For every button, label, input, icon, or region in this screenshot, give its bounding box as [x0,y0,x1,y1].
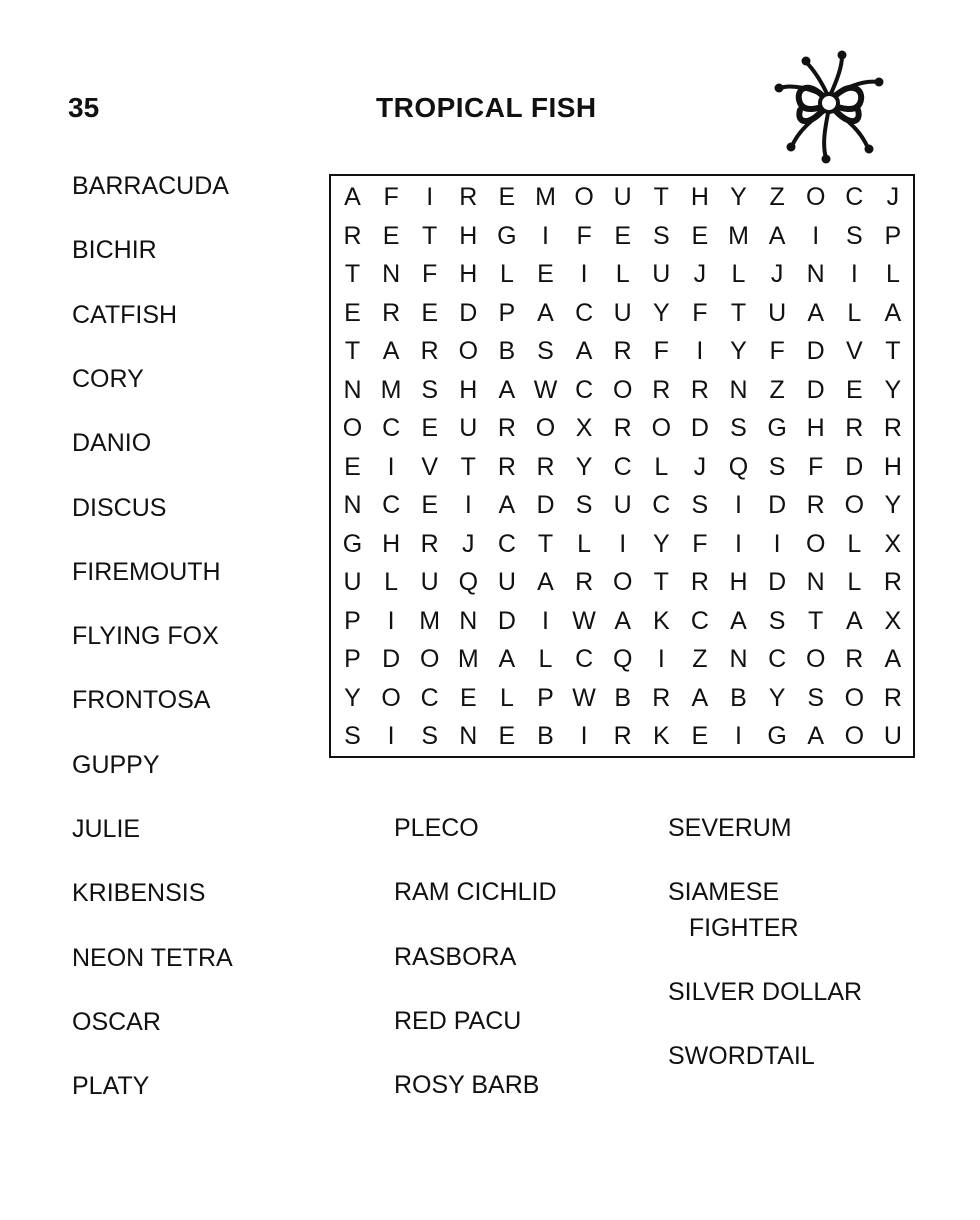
grid-letter: S [575,491,593,519]
grid-letter: X [884,529,902,558]
grid-letter: I [580,260,588,288]
page-number: 35 [68,92,100,123]
grid-letter: N [459,606,478,635]
grid-letter: D [768,491,787,519]
grid-letter: D [690,414,709,442]
grid-letter: F [383,183,399,211]
grid-letter: A [537,568,554,596]
grid-letter: R [420,529,439,558]
grid-letter: Y [344,683,361,712]
grid-letter: E [382,221,400,250]
grid-letter: M [457,645,479,673]
word-list-item: GUPPY [72,750,160,779]
grid-letter: L [538,645,553,673]
grid-letter: M [728,221,749,250]
grid-letter: T [653,568,669,596]
word-list-item: BARRACUDA [72,172,229,200]
grid-letter: L [847,568,862,596]
grid-letter: C [768,645,787,673]
grid-letter: R [536,452,555,481]
grid-letter: E [537,260,554,288]
grid-letter: R [382,298,401,327]
grid-letter: R [883,414,902,442]
grid-letter: H [459,221,478,250]
grid-letter: W [572,606,596,635]
grid-letter: F [808,452,824,481]
grid-letter: A [498,645,516,673]
grid-letter: S [768,452,786,481]
grid-letter: N [729,645,748,673]
grid-letter: C [613,452,632,481]
grid-letter: I [696,337,704,365]
grid-letter: O [574,183,594,211]
grid-letter: T [344,337,361,365]
grid-letter: S [537,337,554,365]
grid-letter: F [692,529,708,558]
grid-letter: N [806,260,825,288]
grid-letter: A [845,606,863,635]
grid-letter: L [499,683,514,712]
grid-letter: O [805,183,826,211]
grid-letter: R [845,645,864,673]
grid-letter: L [847,298,862,327]
grid-letter: Q [458,568,479,596]
word-list-item: FRONTOSA [72,686,211,715]
grid-letter: G [342,529,363,558]
grid-letter: I [850,260,858,288]
grid-letter: S [691,491,709,519]
grid-letter: R [806,491,825,519]
grid-letter: L [615,260,630,288]
grid-letter: T [344,260,361,288]
grid-letter: T [460,452,476,481]
word-list-item: ROSY BARB [394,1071,540,1100]
grid-letter: U [613,298,632,327]
grid-letter: A [884,645,902,673]
grid-letter: T [808,606,824,635]
grid-letter: R [652,683,671,712]
grid-letter: R [883,683,902,712]
word-list-item: FLYING FOX [72,622,219,651]
grid-letter: D [806,337,825,365]
grid-letter: E [691,722,709,750]
grid-letter: N [729,375,748,404]
grid-letter: W [572,683,596,712]
grid-letter: V [421,452,439,481]
grid-letter: P [537,683,554,712]
grid-letter: L [499,260,514,288]
grid-letter: V [845,337,863,365]
grid-letter: H [382,529,401,558]
grid-letter: F [692,298,708,327]
grid-letter: C [575,375,594,404]
grid-letter: L [577,529,592,558]
grid-letter: Y [730,337,747,365]
grid-letter: U [459,414,478,442]
grid-letter: O [342,414,363,442]
grid-letter: C [575,298,594,327]
word-list-item: PLECO [394,814,479,842]
grid-letter: O [612,568,633,596]
grid-letter: D [768,568,787,596]
grid-letter: O [844,491,865,519]
grid-letter: B [537,722,554,750]
grid-letter: S [768,606,786,635]
grid-letter: U [497,568,516,596]
grid-letter: X [884,606,902,635]
grid-letter: E [614,221,632,250]
grid-letter: T [537,529,554,558]
grid-letter: D [459,298,478,327]
grid-letter: A [498,375,516,404]
grid-letter: F [576,221,592,250]
grid-letter: N [459,722,478,750]
grid-letter: A [344,183,361,211]
grid-letter: O [612,375,633,404]
word-list-item: JULIE [72,815,141,843]
grid-letter: I [657,645,665,673]
grid-letter: T [653,183,669,211]
grid-letter: B [614,683,632,712]
word-list-item: RED PACU [394,1006,522,1035]
grid-letter: J [693,452,707,481]
grid-letter: A [884,298,902,327]
grid-letter: N [806,568,825,596]
grid-letter: R [613,414,632,442]
grid-letter: L [885,260,900,288]
grid-letter: L [731,260,746,288]
grid-letter: O [844,722,865,750]
grid-letter: H [806,414,825,442]
grid-letter: W [533,375,558,404]
grid-letter: F [769,337,785,365]
grid-letter: S [421,722,439,750]
grid-letter: A [498,491,516,519]
word-list-item: DANIO [72,429,152,458]
grid-letter: R [690,375,709,404]
grid-letter: R [652,375,671,404]
word-search-grid [329,174,915,758]
page-title: TROPICAL FISH [376,92,597,123]
grid-letter: M [380,375,402,404]
word-list-item: BICHIR [72,236,157,265]
grid-letter: P [498,298,516,327]
grid-letter: C [690,606,709,635]
grid-letter: M [419,606,441,635]
grid-letter: J [770,260,784,288]
grid-letter: S [652,221,670,250]
grid-letter: R [459,183,478,211]
grid-letter: Y [884,375,902,404]
grid-letter: E [845,375,863,404]
grid-letter: Z [692,645,708,673]
grid-letter: H [459,375,478,404]
grid-letter: E [498,722,516,750]
grid-letter: Y [575,452,593,481]
grid-letter: A [537,298,554,327]
grid-letter: F [653,337,669,365]
grid-letter: G [767,414,787,442]
grid-letter: I [735,722,742,750]
grid-letter: I [580,722,588,750]
grid-letter: U [883,722,902,750]
grid-letter: D [497,606,516,635]
grid-letter: S [421,375,439,404]
grid-letter: R [497,452,516,481]
grid-letter: J [886,183,900,211]
grid-letter: S [807,683,825,712]
grid-letter: Z [769,183,785,211]
word-list-item: SIAMESE [668,878,780,906]
grid-letter: R [613,337,632,365]
grid-letter: E [421,298,439,327]
grid-letter: Z [769,375,785,404]
grid-letter: I [735,491,742,519]
grid-letter: O [805,645,826,673]
grid-letter: I [619,529,627,558]
word-list-item: FIREMOUTH [72,557,221,586]
grid-letter: E [691,221,709,250]
word-list-item: DISCUS [72,493,167,522]
grid-letter: E [459,683,477,712]
grid-letter: G [497,221,517,250]
grid-letter: I [773,529,781,558]
grid-letter: A [382,337,400,365]
grid-letter: R [690,568,709,596]
grid-letter: I [812,221,820,250]
grid-letter: I [542,606,549,635]
grid-letter: B [730,683,747,712]
grid-letter: A [768,221,786,250]
grid-letter: A [807,298,825,327]
grid-letter: R [613,722,632,750]
grid-letter: R [575,568,594,596]
grid-letter: S [344,722,361,750]
grid-letter: I [426,183,434,211]
word-list-item: SILVER DOLLAR [668,978,863,1006]
grid-letter: P [344,645,361,673]
grid-letter: Y [730,183,747,211]
grid-letter: H [883,452,902,481]
grid-letter: R [420,337,439,365]
grid-letter: T [422,221,438,250]
grid-letter: Q [612,645,633,673]
grid-letter: D [806,375,825,404]
word-list-item: SWORDTAIL [668,1042,815,1070]
grid-letter: H [459,260,478,288]
grid-letter: C [575,645,594,673]
grid-letter: E [421,414,439,442]
grid-letter: A [807,722,825,750]
grid-letter: M [535,183,556,211]
flower-icon [770,48,888,166]
word-list-item: PLATY [72,1072,150,1101]
grid-letter: E [344,452,361,481]
word-list-item: OSCAR [72,1007,161,1036]
grid-letter: O [381,683,401,712]
grid-letter: C [497,529,516,558]
grid-letter: A [575,337,593,365]
grid-letter: N [343,375,362,404]
word-list-item: CATFISH [72,300,178,329]
grid-letter: D [845,452,864,481]
grid-letter: C [420,683,439,712]
grid-letter: C [382,414,401,442]
grid-letter: A [614,606,632,635]
grid-letter: E [344,298,361,327]
grid-letter: P [884,221,902,250]
grid-letter: I [542,221,549,250]
grid-letter: L [847,529,862,558]
grid-letter: H [690,183,709,211]
grid-letter: K [652,606,670,635]
grid-letter: B [498,337,516,365]
grid-letter: R [883,568,902,596]
grid-letter: U [343,568,362,596]
grid-letter: U [768,298,787,327]
grid-letter: A [691,683,709,712]
grid-letter: H [729,568,748,596]
grid-letter: O [805,529,826,558]
word-list-item: SEVERUM [668,814,792,842]
grid-letter: U [613,183,632,211]
grid-letter: A [730,606,747,635]
word-list-item: CORY [72,364,144,393]
word-list-item: FIGHTER [668,914,799,942]
grid-letter: O [651,414,672,442]
word-list-item: RAM CICHLID [394,878,557,907]
grid-letter: O [535,414,556,442]
grid-letter: E [498,183,516,211]
grid-letter: P [344,606,361,635]
grid-letter: Y [884,491,902,519]
grid-letter: D [382,645,401,673]
grid-letter: F [422,260,438,288]
grid-letter: N [382,260,401,288]
grid-letter: I [387,606,395,635]
word-list-item: NEON TETRA [72,943,233,972]
grid-letter: J [693,260,707,288]
grid-letter: C [652,491,671,519]
grid-letter: Y [652,529,670,558]
grid-letter: Q [728,452,749,481]
word-list-item: RASBORA [394,942,517,971]
grid-letter: E [421,491,439,519]
grid-letter: X [575,414,593,442]
grid-letter: I [464,491,472,519]
grid-letter: U [420,568,439,596]
grid-letter: T [885,337,901,365]
grid-letter: L [654,452,669,481]
grid-letter: I [387,452,395,481]
word-list-item: KRIBENSIS [72,879,206,908]
grid-letter: Y [768,683,786,712]
grid-letter: J [462,529,475,558]
grid-letter: K [652,722,670,750]
grid-letter: S [845,221,863,250]
grid-letter: I [735,529,742,558]
grid-letter: O [419,645,440,673]
grid-letter: C [845,183,864,211]
grid-letter: R [343,221,362,250]
grid-letter: I [387,722,395,750]
grid-letter: O [844,683,865,712]
grid-letter: R [845,414,864,442]
grid-letter: L [384,568,399,596]
grid-letter: U [652,260,671,288]
grid-letter: S [730,414,747,442]
grid-letter: R [497,414,516,442]
grid-letter: C [382,491,401,519]
grid-letter: G [767,722,787,750]
grid-letter: U [613,491,632,519]
grid-letter: T [730,298,747,327]
grid-letter: D [536,491,555,519]
grid-letter: O [458,337,479,365]
grid-letter: Y [652,298,670,327]
grid-letter: N [343,491,362,519]
